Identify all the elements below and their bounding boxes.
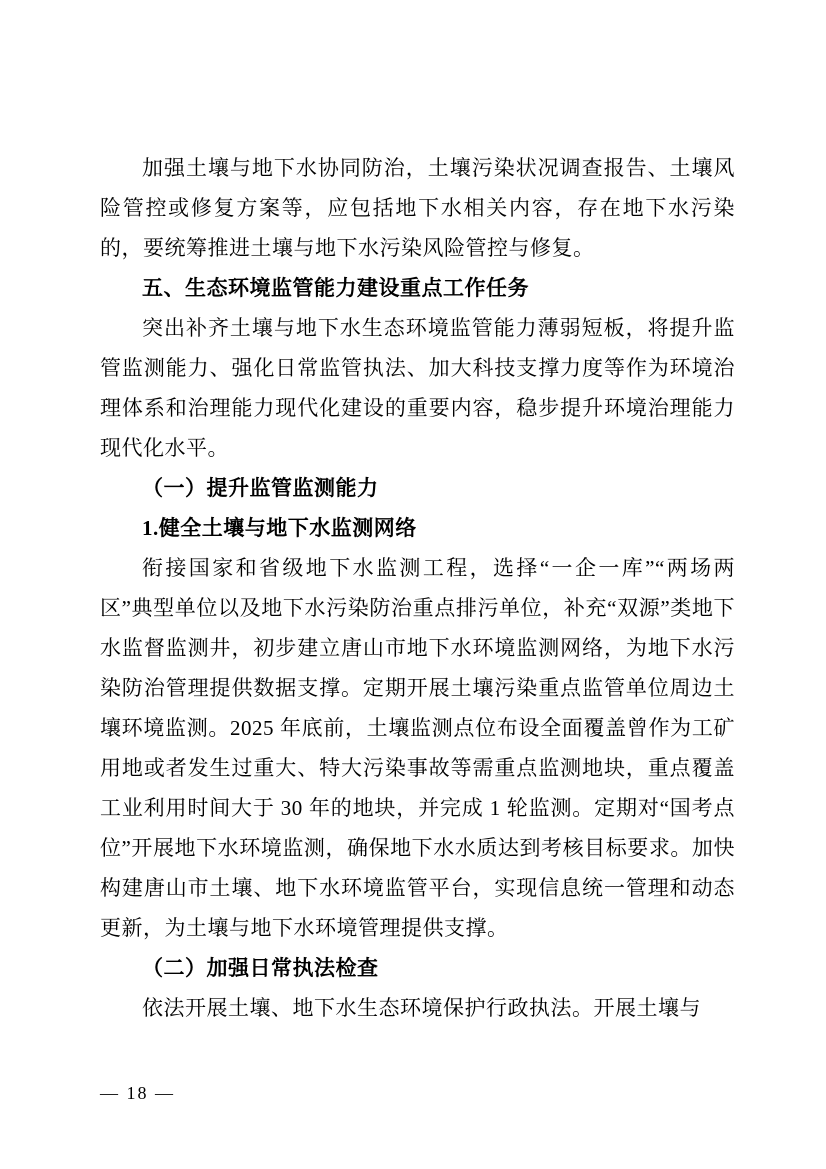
section-heading-5: 五、生态环境监管能力建设重点工作任务 bbox=[142, 276, 529, 300]
paragraph-soil-groundwater-joint-prevention: 加强土壤与地下水协同防治，土壤污染状况调查报告、土壤风险管控或修复方案等，应包括地下水相关内容，存在地下水污染的，要统筹推进土壤与地下水污染风险管控与修复。 bbox=[100, 156, 735, 260]
page-number: — 18 — bbox=[100, 1083, 175, 1103]
paragraph-supervision-capability-overview: 突出补齐土壤与地下水生态环境监管能力薄弱短板，将提升监管监测能力、强化日常监管执法、加大科技支撑力度等作为环境治理体系和治理能力现代化建设的重要内容，稳步提升环境治理能力现代化水平。 bbox=[100, 316, 735, 460]
subsection-heading-2-daily-enforcement: （二）加强日常执法检查 bbox=[142, 956, 379, 980]
document-content bbox=[100, 148, 735, 1028]
page-footer bbox=[100, 1083, 175, 1103]
paragraph-monitoring-network-details: 衔接国家和省级地下水监测工程，选择“一企一库”“两场两区”典型单位以及地下水污染防治重点排污单位，补充“双源”类地下水监督监测井，初步建立唐山市地下水环境监测网络，为地下水污染防治管理提供数据支撑。定期开展土壤污染重点监管单位周边土壤环境监测。2025 年底前，土壤监测点位布设全面覆盖曾作为工矿用地或者发生过重大、特大污染事故等需重点监测地块，重点覆盖工业利用时间大于 30 年的地块，并完成 1 轮监测。定期对“国考点位”开展地下水环境监测，确保地下水水质达到考核目标要求。加快构建唐山市土壤、地下水环境监管平台，实现信息统一管理和动态更新，为土壤与地下水环境管理提供支撑。 bbox=[100, 556, 735, 940]
paragraph-enforcement-intro: 依法开展土壤、地下水生态环境保护行政执法。开展土壤与 bbox=[142, 996, 701, 1020]
item-heading-1-monitoring-network: 1.健全土壤与地下水监测网络 bbox=[142, 516, 417, 540]
subsection-heading-1-monitoring-capability: （一）提升监管监测能力 bbox=[142, 476, 379, 500]
